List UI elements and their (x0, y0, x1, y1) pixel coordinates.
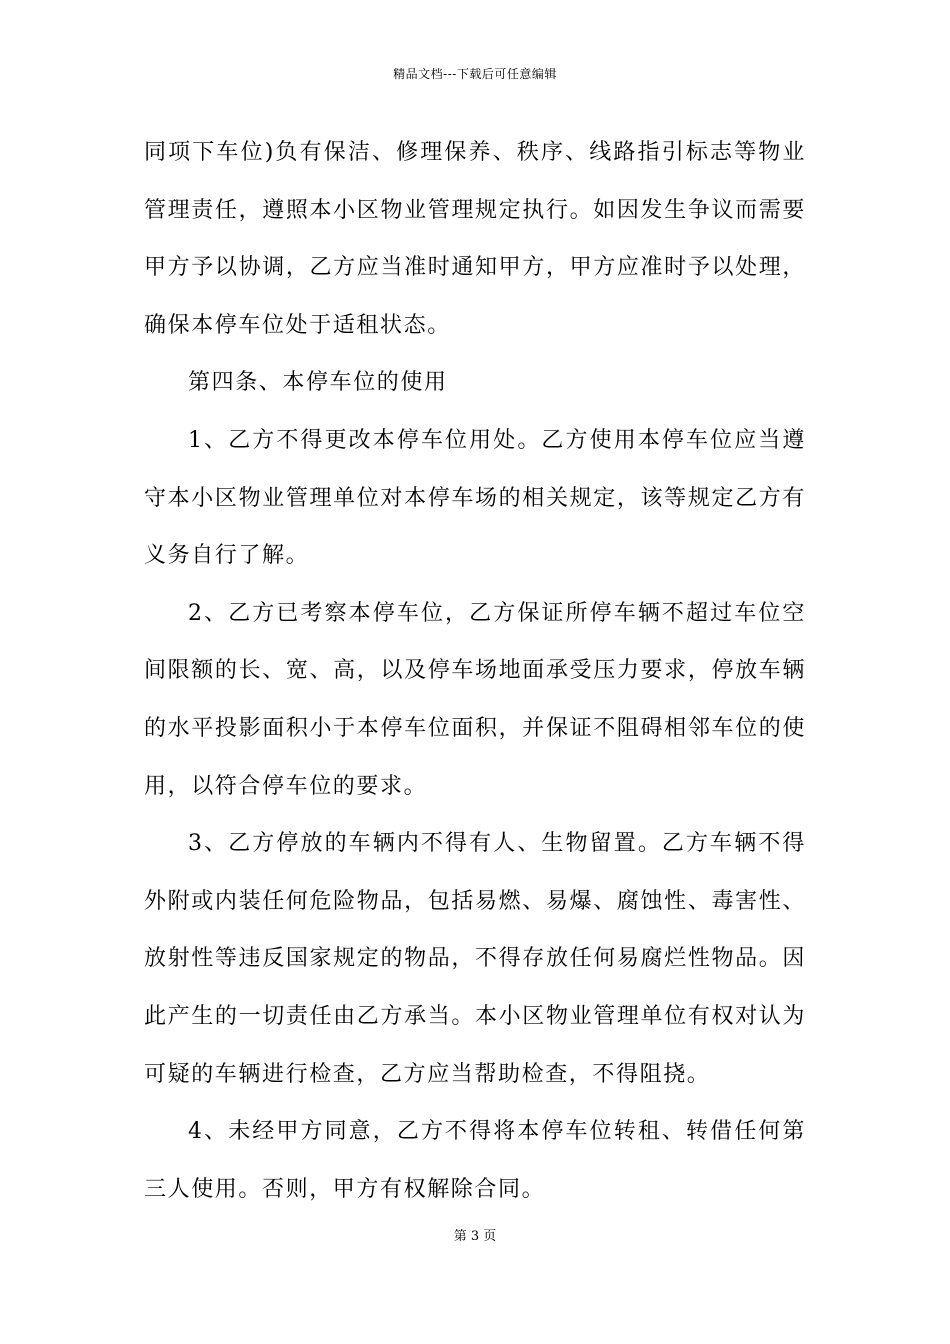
page-header: 精品文档---下载后可任意编辑 (393, 67, 557, 81)
section-heading: 第四条、本停车位的使用 (188, 370, 448, 396)
paragraph-continuation: 同项下车位)负有保洁、修理保养、秩序、线路指引标志等物业管理责任，遵照本小区物业管理规定执行。如因发生争议而需要甲方予以协调，乙方应当准时通知甲方，甲方应准时予以处理，确保本停车位处于适租状态。 (144, 140, 806, 338)
paragraph-item-4: 4、未经甲方同意，乙方不得将本停车位转租、转借任何第三人使用。否则，甲方有权解除合同。 (144, 1119, 806, 1202)
page-number: 第 3 页 (453, 1229, 497, 1244)
paragraph-item-1: 1、乙方不得更改本停车位用处。乙方使用本停车位应当遵守本小区物业管理单位对本停车场的相关规定，该等规定乙方有义务自行了解。 (144, 427, 806, 569)
paragraph-item-3: 3、乙方停放的车辆内不得有人、生物留置。乙方车辆不得外附或内装任何危险物品，包括易燃、易爆、腐蚀性、毒害性、放射性等违反国家规定的物品，不得存放任何易腐烂性物品。因此产生的一切责任由乙方承当。本小区物业管理单位有权对认为可疑的车辆进行检查，乙方应当帮助检查，不得阻挠。 (144, 831, 806, 1087)
paragraph-item-2: 2、乙方已考察本停车位，乙方保证所停车辆不超过车位空间限额的长、宽、高，以及停车场地面承受压力要求，停放车辆的水平投影面积小于本停车位面积，并保证不阻碍相邻车位的使用，以符合停车位的要求。 (144, 600, 806, 799)
document-body (144, 124, 806, 1218)
